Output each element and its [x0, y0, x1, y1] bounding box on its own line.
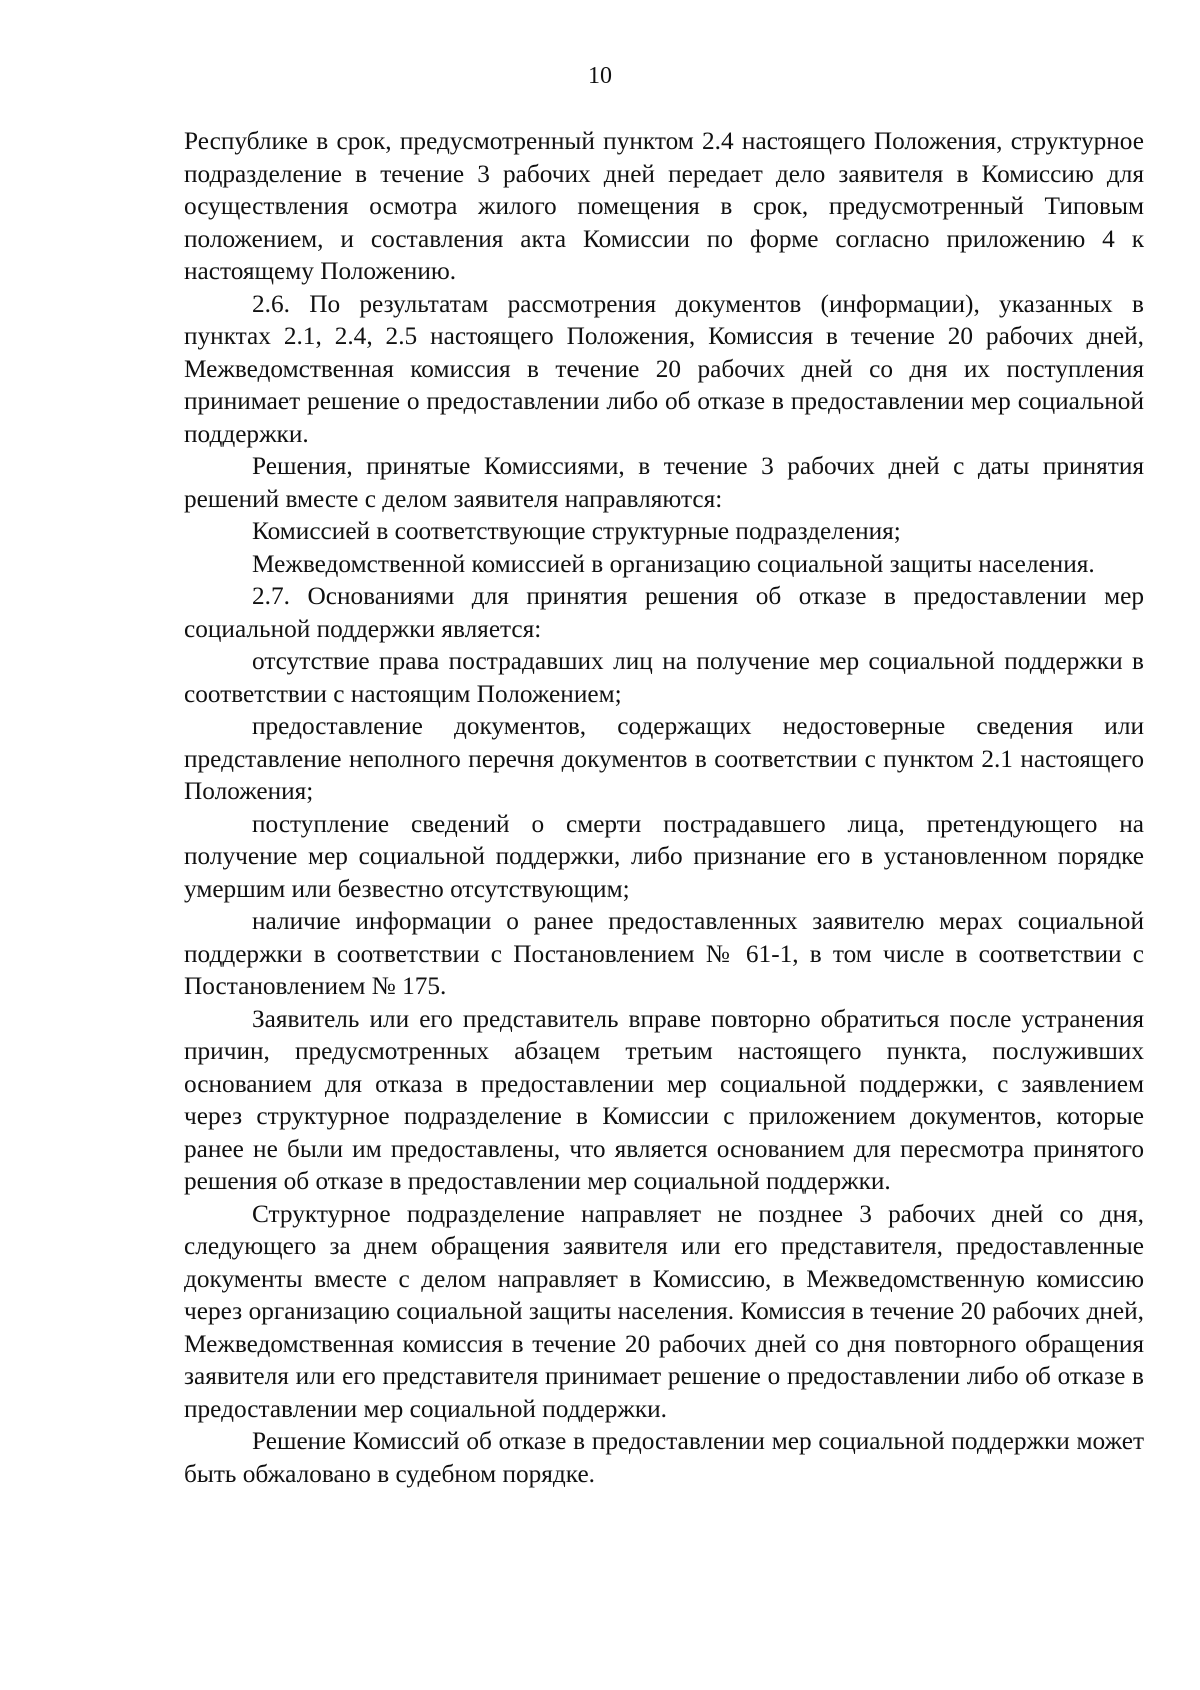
- paragraph-structural-unit: Структурное подразделение направляет не позднее 3 рабочих дней со дня, следующего за днем обращения заявителя или его представителя, предоставленные документы вместе с делом направляет в Комиссию, в Межведомственную комиссию через организацию социальной защиты населения. Комиссия в течение 20 рабочих дней, Межведомственная комиссия в течение 20 рабочих дней со дня повторного обращения заявителя или его представителя принимает решение о предоставлении либо об отказе в предоставлении мер социальной поддержки.: [184, 1199, 1144, 1423]
- paragraph-commission: Комиссией в соответствующие структурные подразделения;: [252, 517, 901, 545]
- paragraph-ground-1: отсутствие права пострадавших лиц на получение мер социальной поддержки в соответствии с настоящим Положением;: [184, 647, 1144, 708]
- paragraph-continuation: Республике в срок, предусмотренный пунктом 2.4 настоящего Положения, структурное подразделение в течение 3 рабочих дней передает дело заявителя в Комиссию для осуществления осмотра жилого помещения в срок, предусмотренный Типовым положением, и составления акта Комиссии по форме согласно приложению 4 к настоящему Положению.: [184, 127, 1144, 285]
- paragraph-2-7: 2.7. Основаниями для принятия решения об отказе в предоставлении мер социальной поддержки является:: [184, 582, 1144, 643]
- page-number: 10: [588, 63, 612, 89]
- paragraph-ground-4: наличие информации о ранее предоставленных заявителю мерах социальной поддержки в соответствии с Постановлением № 61-1, в том числе в соответствии с Постановлением № 175.: [184, 907, 1144, 1000]
- paragraph-ground-3: поступление сведений о смерти пострадавшего лица, претендующего на получение мер социальной поддержки, либо признание его в установленном порядке умершим или безвестно отсутствующим;: [184, 809, 1144, 903]
- paragraph-decisions: Решения, принятые Комиссиями, в течение 3 рабочих дней с даты принятия решений вместе с делом заявителя направляются:: [184, 452, 1144, 513]
- paragraph-ground-2: предоставление документов, содержащих недостоверные сведения или представление неполного перечня документов в соответствии с пунктом 2.1 настоящего Положения;: [184, 712, 1144, 805]
- paragraph-interagency-commission: Межведомственной комиссией в организацию социальной защиты населения.: [252, 549, 1095, 578]
- paragraph-2-6: 2.6. По результатам рассмотрения документов (информации), указанных в пунктах 2.1, 2.4, 2.5 настоящего Положения, Комиссия в течение 20 рабочих дней, Межведомственная комиссия в течение 20 рабочих дней со дня их поступления принимает решение о предоставлении либо об отказе в предоставлении мер социальной поддержки.: [184, 289, 1144, 448]
- paragraph-appeal: Решение Комиссий об отказе в предоставлении мер социальной поддержки может быть обжаловано в судебном порядке.: [184, 1427, 1144, 1488]
- document-body: [184, 125, 1144, 1490]
- paragraph-reapply: Заявитель или его представитель вправе повторно обратиться после устранения причин, предусмотренных абзацем третьим настоящего пункта, послуживших основанием для отказа в предоставлении мер социальной поддержки, с заявлением через структурное подразделение в Комиссии с приложением документов, которые ранее не были им предоставлены, что является основанием для пересмотра принятого решения об отказе в предоставлении мер социальной поддержки.: [184, 1004, 1144, 1195]
